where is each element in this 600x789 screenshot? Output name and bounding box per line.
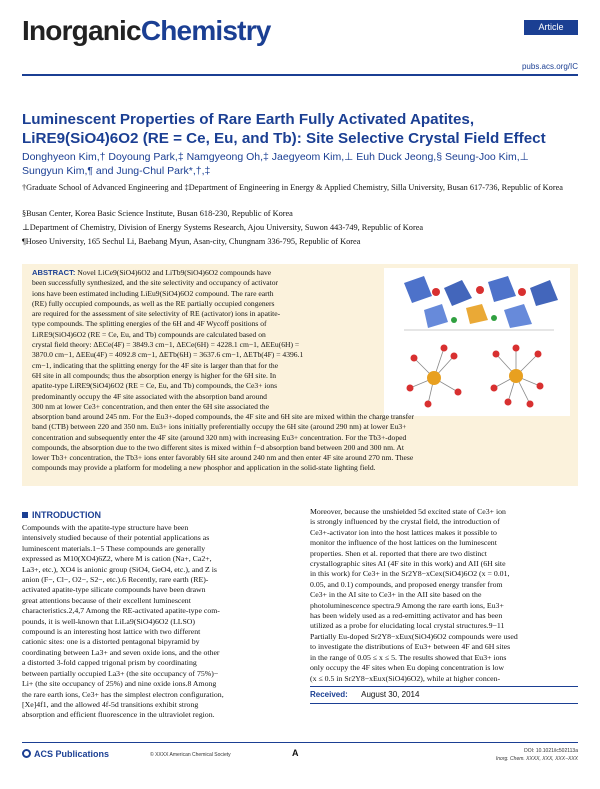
abstract-line: LiRE9(SiO4)6O2 (RE = Ce, Eu, and Tb) compounds are calculated based on [32, 329, 266, 339]
body-line: La3+, etc.), XO4 is anionic group (SiO4, GeO4, etc.), and Z is [22, 564, 217, 574]
body-line: in the range of 0.05 ≤ x ≤ 5. The results showed that Eu3+ ions [310, 652, 507, 662]
body-line: a distorted 3-fold capped trigonal prism by coordinating [22, 658, 197, 668]
body-line: between partially occupied La3+ (the site occupancy of 75%)− [22, 668, 219, 678]
body-line: compound is an interesting host lattice with two different [22, 627, 201, 637]
journal-logo [22, 16, 271, 46]
abstract-line: compounds, the absorption due to the two different sites is mixed within f−d absorption band between 200 and 300 nm. At [32, 442, 404, 452]
journal-name-part1: Inorganic [22, 15, 141, 46]
abstract-line: ions have been estimated including LiEu9(SiO4)6O2 compound. The rare earth [32, 288, 274, 298]
abstract-line: been successfully synthesized, and the site selectivity and occupancy of activator [32, 278, 279, 288]
body-line: coordinating between La3+ and seven oxide ions, and the other [22, 647, 220, 657]
body-line: only occupy the 4F sites when Eu doping concentration is low [310, 663, 505, 673]
body-line: 0.05, and 0.1) compounds, and proposed energy transfer from [310, 579, 503, 589]
title-line-2: LiRE9(SiO4)6O2 (RE = Ce, Eu, and Tb): Site Selective Crystal Field Effect [22, 130, 546, 147]
abstract-line: band (CTB) between 220 and 350 nm. Eu3+ ions initially preferentially occupy the 6H site (around 290 nm) at lower Eu3+ [32, 422, 407, 432]
body-line: intensively studied because of their potential applications as [22, 533, 210, 543]
body-line: [Xe]4f1, and the allowed 4f-5d transitions exhibit strong [22, 699, 199, 709]
abstract-line: 3870.0 cm−1, ΔEEu(4F) = 4092.8 cm−1, ΔETb(6H) = 3637.6 cm−1, ΔETb(4F) = 4396.1 [32, 350, 304, 360]
body-line: luminescent materials.1−5 These compounds are generally [22, 543, 206, 553]
affiliation: †Graduate School of Advanced Engineering and ‡Department of Engineering in Energy & Applied Chemistry, Silla University, Busan 617-736, Republic of Korea [22, 183, 563, 192]
body-line: pounds, it is well-known that LiLa9(SiO4)6O2 (LLSO) [22, 616, 196, 626]
footer-doi[interactable]: DOI: 10.1021/ic502113a [524, 748, 578, 754]
body-line: crystallographic sites AI (4F site in this work) and AII (6H site [310, 559, 506, 569]
body-line: utilized as a probe for elucidating local crystal structures.9−11 [310, 621, 505, 631]
body-line: has been widely used as a red-emitting activator and has been [310, 611, 503, 621]
header-rule [22, 74, 578, 76]
body-line: properties. Shen et al. reported that there are two distinct [310, 548, 487, 558]
title-line-1: Luminescent Properties of Rare Earth Fully Activated Apatites, [22, 111, 475, 128]
abstract-line: compounds may provide a platform for modeling a new phosphor and application in the solid-state lighting field. [32, 463, 376, 473]
abstract-text-wide [32, 412, 570, 474]
affiliation: ⊥Department of Chemistry, Division of Energy Systems Research, Ajou University, Suwon 443-749, Republic of Korea [22, 223, 424, 232]
body-line: (x ≤ 0.5 in Sr2Y8−xEux(SiO4)6O2), while at higher concen- [310, 673, 501, 683]
affiliation: ¶Hoseo University, 165 Sechul Li, Baebang Myun, Asan-city, Chungnam 336-795, Republic of Korea [22, 237, 361, 246]
abstract-line: type compounds. The splitting energies of the 6H and 4F Wycoff positions of [32, 319, 267, 329]
body-line: characteristics.2,4,7 Among the RE-activated apatite-type com- [22, 606, 220, 616]
abstract-line: lower Tb3+ concentration, the Tb3+ ions enter favorably 6H site around 240 nm and then enter 4F site around 270 nm. These [32, 453, 414, 463]
abstract-line: (RE) fully occupied compounds, as well as the RE partially occupied congeners [32, 298, 275, 308]
body-line: Li+ (the site occupancy of 25%) and nine oxide ions.8 Among [22, 679, 217, 689]
journal-url[interactable]: pubs.acs.org/IC [521, 62, 578, 71]
received-rule-bottom [310, 703, 578, 704]
body-line: cationic sites: one is a distorted pentagonal bipyramid by [22, 637, 200, 647]
abstract-text-narrow [32, 268, 378, 412]
body-line: monitor the influence of the host lattices on the luminescent [310, 538, 497, 548]
body-line: Ce3+ in the AI site to Ce3+ in the AII site based on the [310, 590, 482, 600]
body-line: the rare earth ions, Ce3+ has the simplest electron configuration, [22, 689, 224, 699]
body-line: anion (F−, Cl−, O2−, S2−, etc.).6 Recently, rare earth (RE)- [22, 575, 209, 585]
body-line: expressed as M10(XO4)6Z2, where M is cation (Na+, Ca2+, [22, 554, 212, 564]
body-line: Partially Eu-doped Sr2Y8−xEux(SiO4)6O2 compounds were used [310, 631, 518, 641]
authors-line-1: Donghyeon Kim,† Doyoung Park,‡ Namgyeong Oh,‡ Jaegyeom Kim,⊥ Euh Duck Jeong,§ Seung-Joo Kim,⊥ [22, 151, 529, 163]
abstract-line: predominantly occupy the 4F site associated with the absorption band around [32, 391, 267, 401]
abstract-line: absorption band around 245 nm. For the Eu3+-doped compounds, the 4F site and 6H site are mixed within the charge transfer [32, 412, 415, 421]
abstract-label: ABSTRACT: [32, 268, 76, 277]
abstract-line: concentration and subsequently enter the 4F site (around 320 nm) with increasing Eu3+ concentration. For the Tb3+-doped [32, 432, 407, 442]
author-list [22, 150, 578, 178]
toc-graphic [384, 268, 570, 416]
abstract-line: 6H site in all compounds; thus the absorption energy is higher for the 6H site. In [32, 370, 277, 380]
article-type-badge: Article [524, 20, 578, 35]
acs-logo-icon [22, 749, 31, 758]
article-title [22, 110, 578, 148]
footer-rule [22, 742, 578, 743]
body-line: Ce3+-activator ion into the host lattices makes it possible to [310, 527, 497, 537]
body-line: great attentions because of their excellent luminescent [22, 595, 191, 605]
body-line: absorption and efficient fluorescence in the ultraviolet region. [22, 710, 215, 720]
abstract-line: ABSTRACT: Novel LiCe9(SiO4)6O2 and LiTb9(SiO4)6O2 compounds have [32, 268, 272, 277]
abstract-line: crystal field theory: ΔECe(4F) = 3849.3 cm−1, ΔECe(6H) = 4228.1 cm−1, ΔEEu(6H) = [32, 340, 300, 350]
abstract-line: 300 nm at lower Ce3+ concentration, and then enter the 6H site associated the [32, 401, 270, 411]
body-line: is strongly influenced by the crystal field, the introduction of [310, 517, 500, 527]
page-number: A [292, 748, 299, 758]
section-square-icon [22, 512, 28, 518]
body-line: photoluminescence spectra.9 Among the rare earth ions, Eu3+ [310, 600, 504, 610]
footer-citation: Inorg. Chem. XXXX, XXX, XXX−XXX [495, 756, 578, 762]
body-line: activated apatite-type silicate compounds have been drawn [22, 585, 206, 595]
section-heading-introduction: INTRODUCTION [22, 510, 101, 520]
abstract-line: cm−1, indicating that the splitting energy for the 4F site is larger than that for the [32, 360, 279, 370]
authors-line-2: Sungyun Kim,¶ and Jung-Chul Park*,†,‡ [22, 165, 211, 177]
abstract-line: apatite-type LiRE9(SiO4)6O2 (RE = Ce, Eu, and Tb) compounds, the Ce3+ ions [32, 381, 278, 391]
intro-right-column [310, 507, 578, 684]
affiliation: §Busan Center, Korea Basic Science Institute, Busan 618-230, Republic of Korea [22, 209, 293, 218]
body-line: Moreover, because the unshielded 5d excited state of Ce3+ ion [310, 507, 506, 516]
acs-publications-logo: ACS Publications [22, 749, 109, 759]
journal-name-part2: Chemistry [140, 15, 271, 46]
body-line: to investigate the distributions of Eu3+ between 4F and 6H sites [310, 642, 511, 652]
body-line: Compounds with the apatite-type structure have been [22, 523, 189, 532]
abstract-line: are required for the assessment of site selectivity of RE (activator) ions in apatite- [32, 309, 281, 319]
intro-left-column [22, 523, 292, 721]
copyright-notice: © XXXX American Chemical Society [150, 752, 231, 758]
received-date: Received: August 30, 2014 [310, 690, 420, 699]
received-rule-top [310, 686, 578, 687]
body-line: in this work) for Ce3+ in the Sr2Y8−xCex(SiO4)6O2 (x = 0.01, [310, 569, 510, 579]
